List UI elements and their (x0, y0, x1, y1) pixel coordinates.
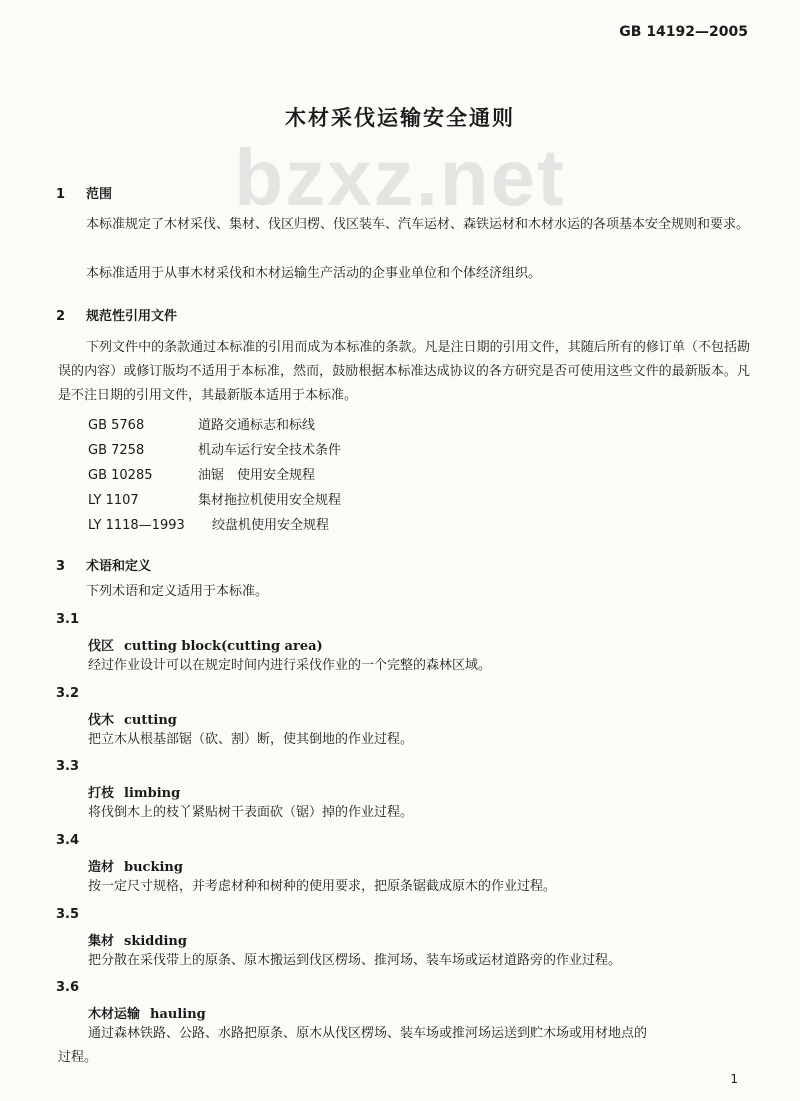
term-definition: 把立木从根基部锯（砍、割）断，使其倒地的作业过程。 (88, 732, 414, 747)
term-heading (88, 930, 187, 949)
term-heading (88, 856, 183, 875)
section-1-heading (56, 183, 112, 202)
term-zh: 打枝 (88, 786, 115, 801)
reference-title: 绞盘机使用安全规程 (212, 518, 330, 533)
term-en: cutting block(cutting area) (124, 639, 323, 654)
term-en: limbing (124, 786, 181, 801)
page-number: 1 (730, 1072, 738, 1086)
section-2-heading (56, 305, 177, 324)
reference-item (88, 414, 315, 433)
reference-code: LY 1118—1993 (88, 518, 185, 533)
term-en: hauling (150, 1007, 206, 1022)
document-title: 木材采伐运输安全通则 (285, 106, 515, 130)
term-definition: 把分散在采伐带上的原条、原木搬运到伐区楞场、推河场、装车场或运材道路旁的作业过程。 (88, 953, 622, 968)
term-zh: 木材运输 (88, 1007, 141, 1022)
reference-item (88, 439, 341, 458)
section-number: 3 (56, 559, 66, 574)
term-definition: 将伐倒木上的枝丫紧贴树干表面砍（锯）掉的作业过程。 (88, 805, 414, 820)
term-zh: 集材 (88, 934, 115, 949)
term-number: 3.1 (56, 612, 80, 627)
term-en: skidding (124, 934, 187, 949)
term-definition-continued: 过程。 (58, 1050, 98, 1065)
reference-item (88, 464, 315, 483)
term-zh: 造材 (88, 860, 115, 875)
term-heading (88, 635, 323, 654)
section-title: 范围 (86, 187, 113, 202)
section-3-heading (56, 555, 151, 574)
term-heading (88, 709, 177, 728)
reference-title: 机动车运行安全技术条件 (198, 443, 342, 458)
reference-code: GB 7258 (88, 443, 145, 458)
term-zh: 伐区 (88, 639, 115, 654)
section-number: 1 (56, 187, 66, 202)
term-definition: 经过作业设计可以在规定时间内进行采伐作业的一个完整的森林区域。 (88, 658, 492, 673)
term-zh: 伐木 (88, 713, 115, 728)
reference-title: 集材拖拉机使用安全规程 (198, 493, 342, 508)
paragraph-scope-2: 本标准适用于从事木材采伐和木材运输生产活动的企事业单位和个体经济组织。 (86, 266, 542, 281)
section-title: 规范性引用文件 (86, 309, 178, 324)
watermark: bzxz.net (234, 133, 566, 222)
reference-item (88, 489, 341, 508)
reference-title: 油锯 使用安全规程 (198, 468, 316, 483)
term-en: cutting (124, 713, 177, 728)
term-en: bucking (124, 860, 183, 875)
reference-code: GB 10285 (88, 468, 153, 483)
reference-code: LY 1107 (88, 493, 139, 508)
paragraph-normative-refs: 下列文件中的条款通过本标准的引用而成为本标准的条款。凡是注日期的引用文件，其随后所有的修订单（不包括勘误的内容）或修订版均不适用于本标准，然而，鼓励根据本标准达成协议的各方研究是否可使用这些文件的最新版本。凡是不注日期的引用文件，其最新版本适用于本标准。 (58, 340, 750, 403)
reference-item (88, 514, 329, 533)
section-title: 术语和定义 (86, 559, 152, 574)
term-definition: 通过森林铁路、公路、水路把原条、原木从伐区楞场、装车场或推河场运送到贮木场或用材地点的 (88, 1026, 648, 1041)
term-number: 3.2 (56, 686, 80, 701)
reference-code: GB 5768 (88, 418, 145, 433)
reference-title: 道路交通标志和标线 (198, 418, 316, 433)
term-number: 3.5 (56, 907, 80, 922)
paragraph-scope-1: 本标准规定了木材采伐、集材、伐区归楞、伐区装车、汽车运材、森铁运材和木材水运的各项基本安全规则和要求。 (86, 217, 750, 232)
document-code: GB 14192—2005 (619, 24, 748, 40)
term-number: 3.3 (56, 759, 80, 774)
term-heading (88, 1003, 206, 1022)
term-heading (88, 782, 180, 801)
term-number: 3.6 (56, 980, 80, 995)
paragraph-terms-intro: 下列术语和定义适用于本标准。 (86, 584, 269, 599)
section-number: 2 (56, 309, 66, 324)
term-number: 3.4 (56, 833, 80, 848)
term-definition: 按一定尺寸规格，并考虑材种和树种的使用要求，把原条锯截成原木的作业过程。 (88, 879, 557, 894)
